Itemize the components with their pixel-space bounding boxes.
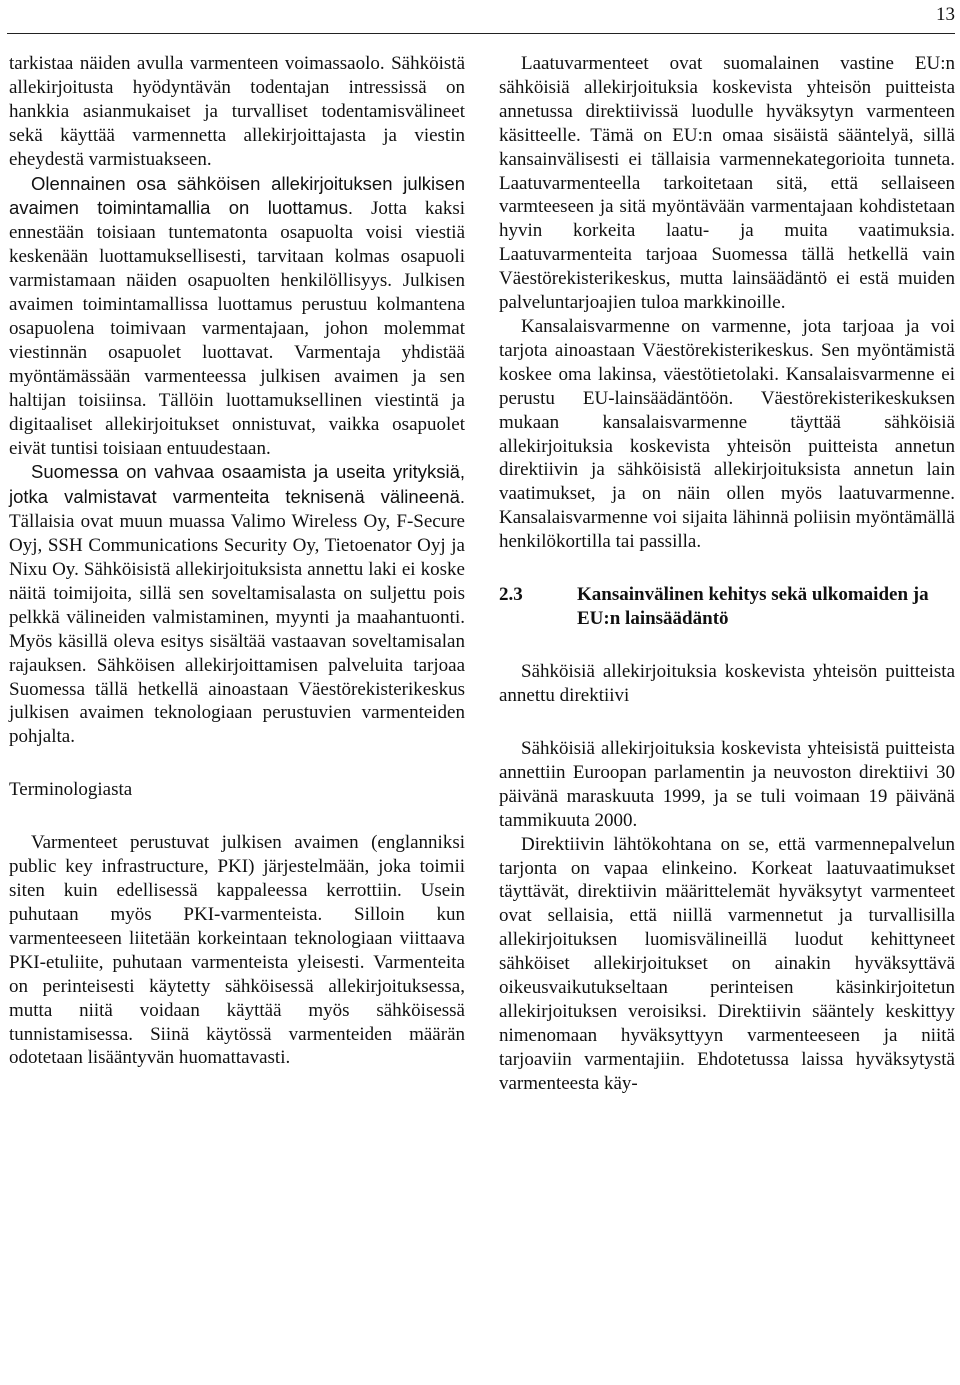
left-paragraph-2-body: Jotta kaksi ennestään toisiaan tuntematonta osapuolta voisi viestiä keskenään luottamuksellisesti, tarvitaan kolmas osapuoli varmistamaan näiden osapuolten henkilöllisyys. Julkisen avaimen toimintamallissa luottamus perustuu kolmantena osapuolena toimivaan varmentajaan, johon molemmat viestinnän osapuolet luottavat. Varmentaja yhdistää myöntämässään varmenteessa julkisen avaimen ja sen haltijan toisiinsa. Tällöin luottamuksellinen viestintä ja digitaaliset allekirjoitukset onnistuvat, vaikka osapuolet eivät tuntisi toisiaan entuudestaan. [9, 198, 465, 459]
subheading: Sähköisiä allekirjoituksia koskevista yhteisön puitteista annettu direktiivi [499, 661, 955, 707]
section-title: Kansainvälinen kehitys sekä ulkomaiden ja EU:n lainsäädäntö [577, 584, 929, 630]
left-paragraph-3-lead: Suomessa on vahvaa osaamista ja useita yrityksiä, jotka valmistavat varmenteita teknisenä välineenä. [9, 461, 465, 508]
right-paragraph-3: Sähköisiä allekirjoituksia koskevista yhteisistä puitteista annettiin Euroopan parlamentin ja neuvoston direktiivi 30 päivänä maraskuuta 1999, ja se tuli voimaan 19 päivänä tammikuuta 2000. [499, 738, 955, 831]
left-paragraph-3-body: Tällaisia ovat muun muassa Valimo Wireless Oy, F-Secure Oyj, SSH Communications Security Oy, Tietoenator Oyj ja Nixu Oy. Sähköisistä allekirjoituksista annettu laki ei koske näitä toimijoita, sillä sen soveltamisalasta on suljettu pois pelkkä välineiden valmistaminen, myynti ja maahantuonti. Myös käsillä oleva esitys sisältää vastaavan soveltamisalan rajauksen. Sähköisen allekirjoittamisen palveluita tarjoaa Suomessa tällä hetkellä ainoastaan Väestörekisterikeskus julkisen avaimen teknologiaan perustuvien varmenteiden pohjalta. [9, 511, 465, 748]
left-paragraph-2 [9, 172, 465, 461]
section-heading [499, 583, 955, 631]
terminology-heading: Terminologiasta [9, 779, 133, 801]
left-paragraph-2-lead: Olennainen osa sähköisen allekirjoituksen julkisen avaimen toimintamallia on luottamus. [9, 172, 465, 219]
right-paragraph-4: Direktiivin lähtökohtana on se, että varmennepalvelun tarjonta on vapaa elinkeino. Korkeat laatuvaatimukset täyttävät, direktiivin määrittelemät hyväksytyt varmenteet ovat sellaisia, että niillä varmennetut ja turvallisilla allekirjoituksen luomisvälineillä luodut kehittyneet sähköiset allekirjoitukset on ainakin hyväksyttävä oikeusvaikutukseltaan perinteisen käsinkirjoitetun allekirjoituksen veroisiksi. Direktiivin sääntely keskittyy nimenomaan hyväksyttyyn varmenteeseen ja niitä tarjoaviin varmentajiin. Ehdotetussa laissa hyväksytystä varmenteesta käy- [499, 833, 955, 1094]
left-paragraph-3 [9, 460, 465, 749]
right-paragraph-1: Laatuvarmenteet ovat suomalainen vastine EU:n sähköisiä allekirjoituksia koskevista yhteisön puitteista annetussa direktiivissä luodulle hyväksytyn varmenteen käsitteelle. Tämä on EU:n omaa sisäistä sääntelyä, sillä kansainvälisesti ei tällaisia varmennekategorioita tunneta. Laatuvarmenteella tarkoitetaan sitä, että sellaiseen varmteeseen ja sitä myöntävään varmentajaan kohdistetaan hyvin korkeita laatu- ja muita vaatimuksia. Laatuvarmenteita tarjoaa Suomessa tällä hetkellä vain Väestörekisterikeskus, mutta lainsäädäntö ei estä muiden palveluntarjoajien tuloa markkinoille. [499, 53, 955, 314]
left-paragraph-4: Varmenteet perustuvat julkisen avaimen (englanniksi public key infrastructure, PKI) järjestelmään, joka toimii siten kuin edellisessä kappaleessa kerrottiin. Usein puhutaan myös PKI-varmenteista. Silloin kun varmenteeseen liitetään korkeintaan teknologiaan viittaava PKI-etuliite, puhutaan varmenteista yleisesti. Varmenteita on perinteisesti käytetty sähköisessä allekirjoituksessa, mutta niitä voidaan käyttää myös sähköisessä tunnistamisessa. Siinä käytössä varmenteiden määrän odotetaan lisääntyvän huomattavasti. [9, 832, 465, 1069]
page-number: 13 [936, 4, 955, 25]
left-paragraph-1: tarkistaa näiden avulla varmenteen voimassaolo. Sähköistä allekirjoitusta hyödyntävän todentajan intressissä on hankkia asianmukaiset ja turvalliset todentamisvälineet sekä käyttää varmennetta allekirjoittajasta ja viestin eheydestä varmistuakseen. [9, 53, 465, 170]
header-rule [7, 33, 955, 34]
right-paragraph-2: Kansalaisvarmenne on varmenne, jota tarjoaa ja voi tarjota ainoastaan Väestörekisterikeskus. Sen myöntämistä koskee oma lakinsa, väestötietolaki. Kansalaisvarmenne ei perustu EU-lainsäädäntöön. Väestörekisterikeskuksen mukaan kansalaisvarmenne täyttää sähköisiä allekirjoituksia koskevista yhteisön puitteista annetun direktiivin ja sähköisistä allekirjoituksista annetun lain vaatimukset, ja on näin ollen myös laatuvarmenne. Kansalaisvarmenne voi sijaita lähinnä poliisin myöntämällä henkilökortilla tai passilla. [499, 315, 955, 553]
left-column [9, 52, 465, 1070]
right-column [499, 52, 955, 1096]
section-number: 2.3 [499, 584, 523, 606]
